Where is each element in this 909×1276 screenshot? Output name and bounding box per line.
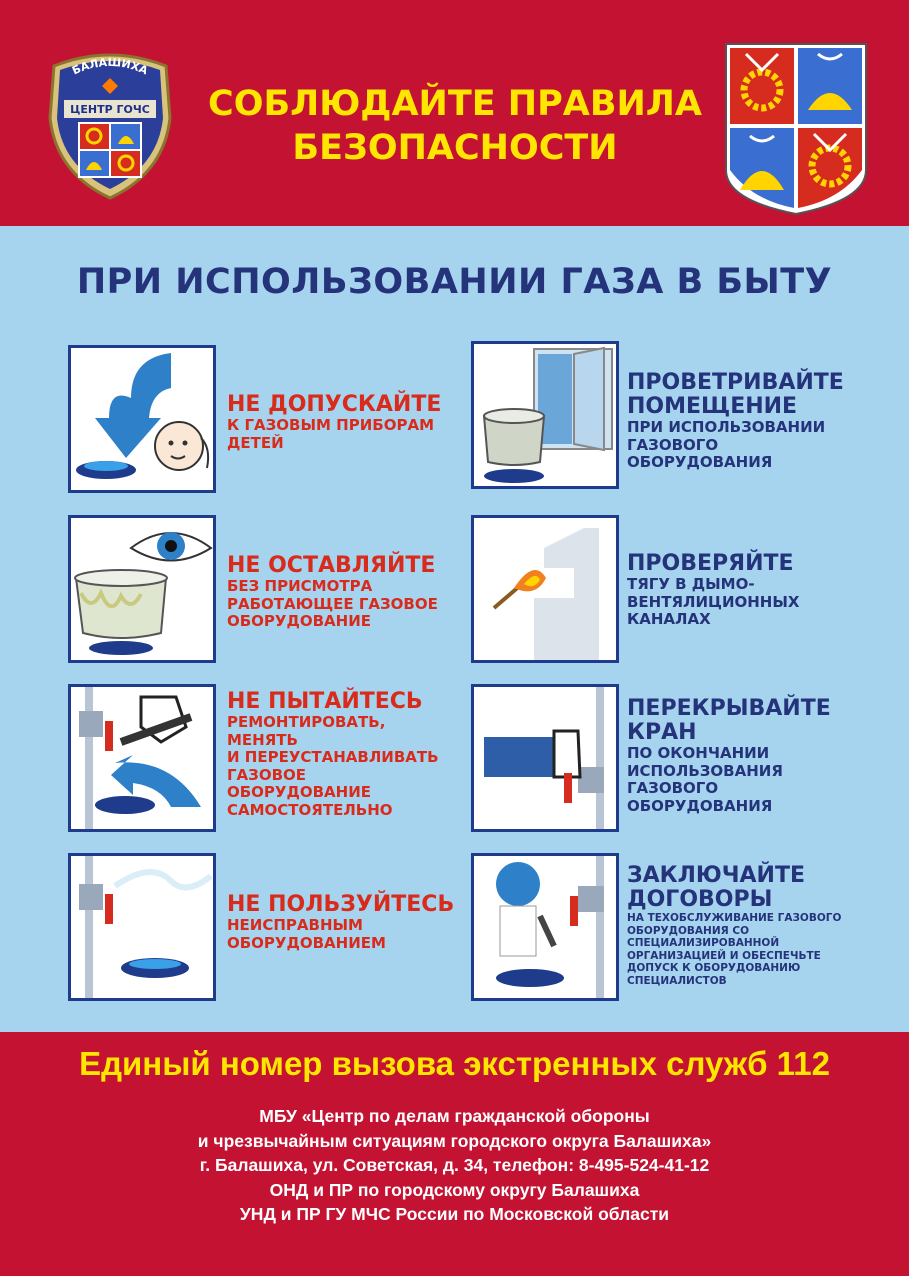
rule-line: КАНАЛАХ bbox=[627, 610, 711, 628]
rule-line: ОБОРУДОВАНИЯ bbox=[627, 453, 773, 471]
rule-line: ДОПУСК К ОБОРУДОВАНИЮ bbox=[627, 962, 801, 974]
rule-heading: ЗАКЛЮЧАЙТЕ bbox=[627, 863, 805, 888]
rule-service-contracts bbox=[627, 864, 841, 987]
org-line: УНД и ПР ГУ МЧС России по Московской области bbox=[239, 1204, 670, 1224]
wrench-repair-illustration bbox=[68, 684, 216, 832]
broken-burner-illustration bbox=[68, 853, 216, 1001]
organization-info bbox=[0, 1104, 909, 1227]
city-coat-of-arms bbox=[722, 40, 870, 216]
rule-line: МЕНЯТЬ bbox=[227, 730, 298, 749]
rule-heading: ПРОВЕРЯЙТЕ bbox=[627, 551, 794, 576]
org-line: МБУ «Центр по делам гражданской обороны bbox=[259, 1106, 650, 1126]
rule-line: ОБОРУДОВАНИЯ bbox=[627, 796, 773, 815]
pot-eye-illustration bbox=[68, 515, 216, 663]
rule-heading: ПЕРЕКРЫВАЙТЕ bbox=[627, 696, 831, 721]
rule-line: САМОСТОЯТЕЛЬНО bbox=[227, 800, 393, 819]
rule-line: ГАЗОВОГО bbox=[627, 779, 719, 797]
svg-text:БАЛАШИХА: БАЛАШИХА bbox=[70, 55, 150, 78]
rule-line: НА ТЕХОБСЛУЖИВАНИЕ ГАЗОВОГО bbox=[627, 912, 842, 924]
rule-line: СПЕЦИАЛИСТОВ bbox=[627, 974, 727, 987]
rule-line: ОБОРУДОВАНИЕМ bbox=[227, 933, 386, 952]
rule-line: ТЯГУ В ДЫМО- bbox=[627, 575, 755, 593]
rule-line: ГАЗОВОГО bbox=[627, 435, 719, 454]
rule-line: РЕМОНТИРОВАТЬ, bbox=[227, 713, 386, 731]
window-ventilation-illustration bbox=[471, 341, 619, 489]
emergency-number: Единый номер вызова экстренных служб 112 bbox=[79, 1045, 830, 1082]
rule-line: И ПЕРЕУСТАНАВЛИВАТЬ bbox=[227, 748, 439, 766]
rule-line: ОБОРУДОВАНИЕ bbox=[227, 783, 372, 801]
rule-line: ПО ОКОНЧАНИИ bbox=[627, 744, 770, 762]
rule-check-draft bbox=[627, 552, 799, 629]
rule-line: СПЕЦИАЛИЗИРОВАННОЙ bbox=[627, 937, 780, 949]
title-line: СОБЛЮДАЙТЕ ПРАВИЛА bbox=[208, 84, 702, 124]
chimney-draft-illustration bbox=[471, 515, 619, 663]
rule-heading: ДОГОВОРЫ bbox=[627, 887, 773, 912]
rule-heading: НЕ ПОЛЬЗУЙТЕСЬ bbox=[227, 892, 455, 917]
rule-no-unattended bbox=[227, 554, 438, 631]
org-line: и чрезвычайным ситуациям городского округа Балашиха» bbox=[197, 1130, 712, 1151]
org-line: ОНД и ПР по городскому округу Балашиха bbox=[269, 1179, 640, 1200]
title-line: БЕЗОПАСНОСТИ bbox=[292, 128, 618, 168]
rule-no-self-repair bbox=[227, 690, 439, 819]
rule-heading: НЕ ПЫТАЙТЕСЬ bbox=[227, 689, 423, 714]
rule-ventilate bbox=[627, 371, 844, 472]
rule-line: ИСПОЛЬЗОВАНИЯ bbox=[627, 761, 783, 780]
rule-line: ОРГАНИЗАЦИЕЙ И ОБЕСПЕЧЬТЕ bbox=[627, 949, 821, 962]
rule-line: К ГАЗОВЫМ ПРИБОРАМ bbox=[227, 416, 434, 434]
gochs-emblem-logo bbox=[46, 48, 174, 200]
svg-text:ЦЕНТР ГОЧС: ЦЕНТР ГОЧС bbox=[70, 103, 150, 116]
page-title bbox=[190, 82, 720, 170]
rule-line: НЕИСПРАВНЫМ bbox=[227, 916, 363, 934]
rule-line: ПРИ ИСПОЛЬЗОВАНИИ bbox=[627, 418, 826, 436]
section-heading: ПРИ ИСПОЛЬЗОВАНИИ ГАЗА В БЫТУ bbox=[76, 262, 833, 302]
rule-line: БЕЗ ПРИСМОТРА bbox=[227, 577, 373, 595]
valve-close-illustration bbox=[471, 684, 619, 832]
gas-technician-illustration bbox=[471, 853, 619, 1001]
rule-line: ГАЗОВОЕ bbox=[227, 765, 307, 784]
rule-line: ОБОРУДОВАНИЕ bbox=[227, 612, 372, 630]
rule-line: ОБОРУДОВАНИЯ СО bbox=[627, 924, 750, 937]
rule-heading: НЕ ДОПУСКАЙТЕ bbox=[227, 392, 442, 417]
rule-heading: ПОМЕЩЕНИЕ bbox=[627, 394, 798, 419]
rule-heading: КРАН bbox=[627, 720, 697, 745]
child-warning-illustration bbox=[68, 345, 216, 493]
rule-line: ДЕТЕЙ bbox=[227, 433, 284, 452]
rule-line: РАБОТАЮЩЕЕ ГАЗОВОЕ bbox=[227, 594, 438, 613]
rule-line: ВЕНТЯЛИЦИОННЫХ bbox=[627, 592, 800, 611]
rule-no-children bbox=[227, 393, 441, 452]
rule-close-valve bbox=[627, 697, 831, 815]
rule-no-faulty-use bbox=[227, 893, 454, 952]
rule-heading: НЕ ОСТАВЛЯЙТЕ bbox=[227, 553, 436, 578]
org-line: г. Балашиха, ул. Советская, д. 34, телефон: 8-495-524-41-12 bbox=[199, 1155, 710, 1175]
rule-heading: ПРОВЕТРИВАЙТЕ bbox=[627, 370, 844, 395]
